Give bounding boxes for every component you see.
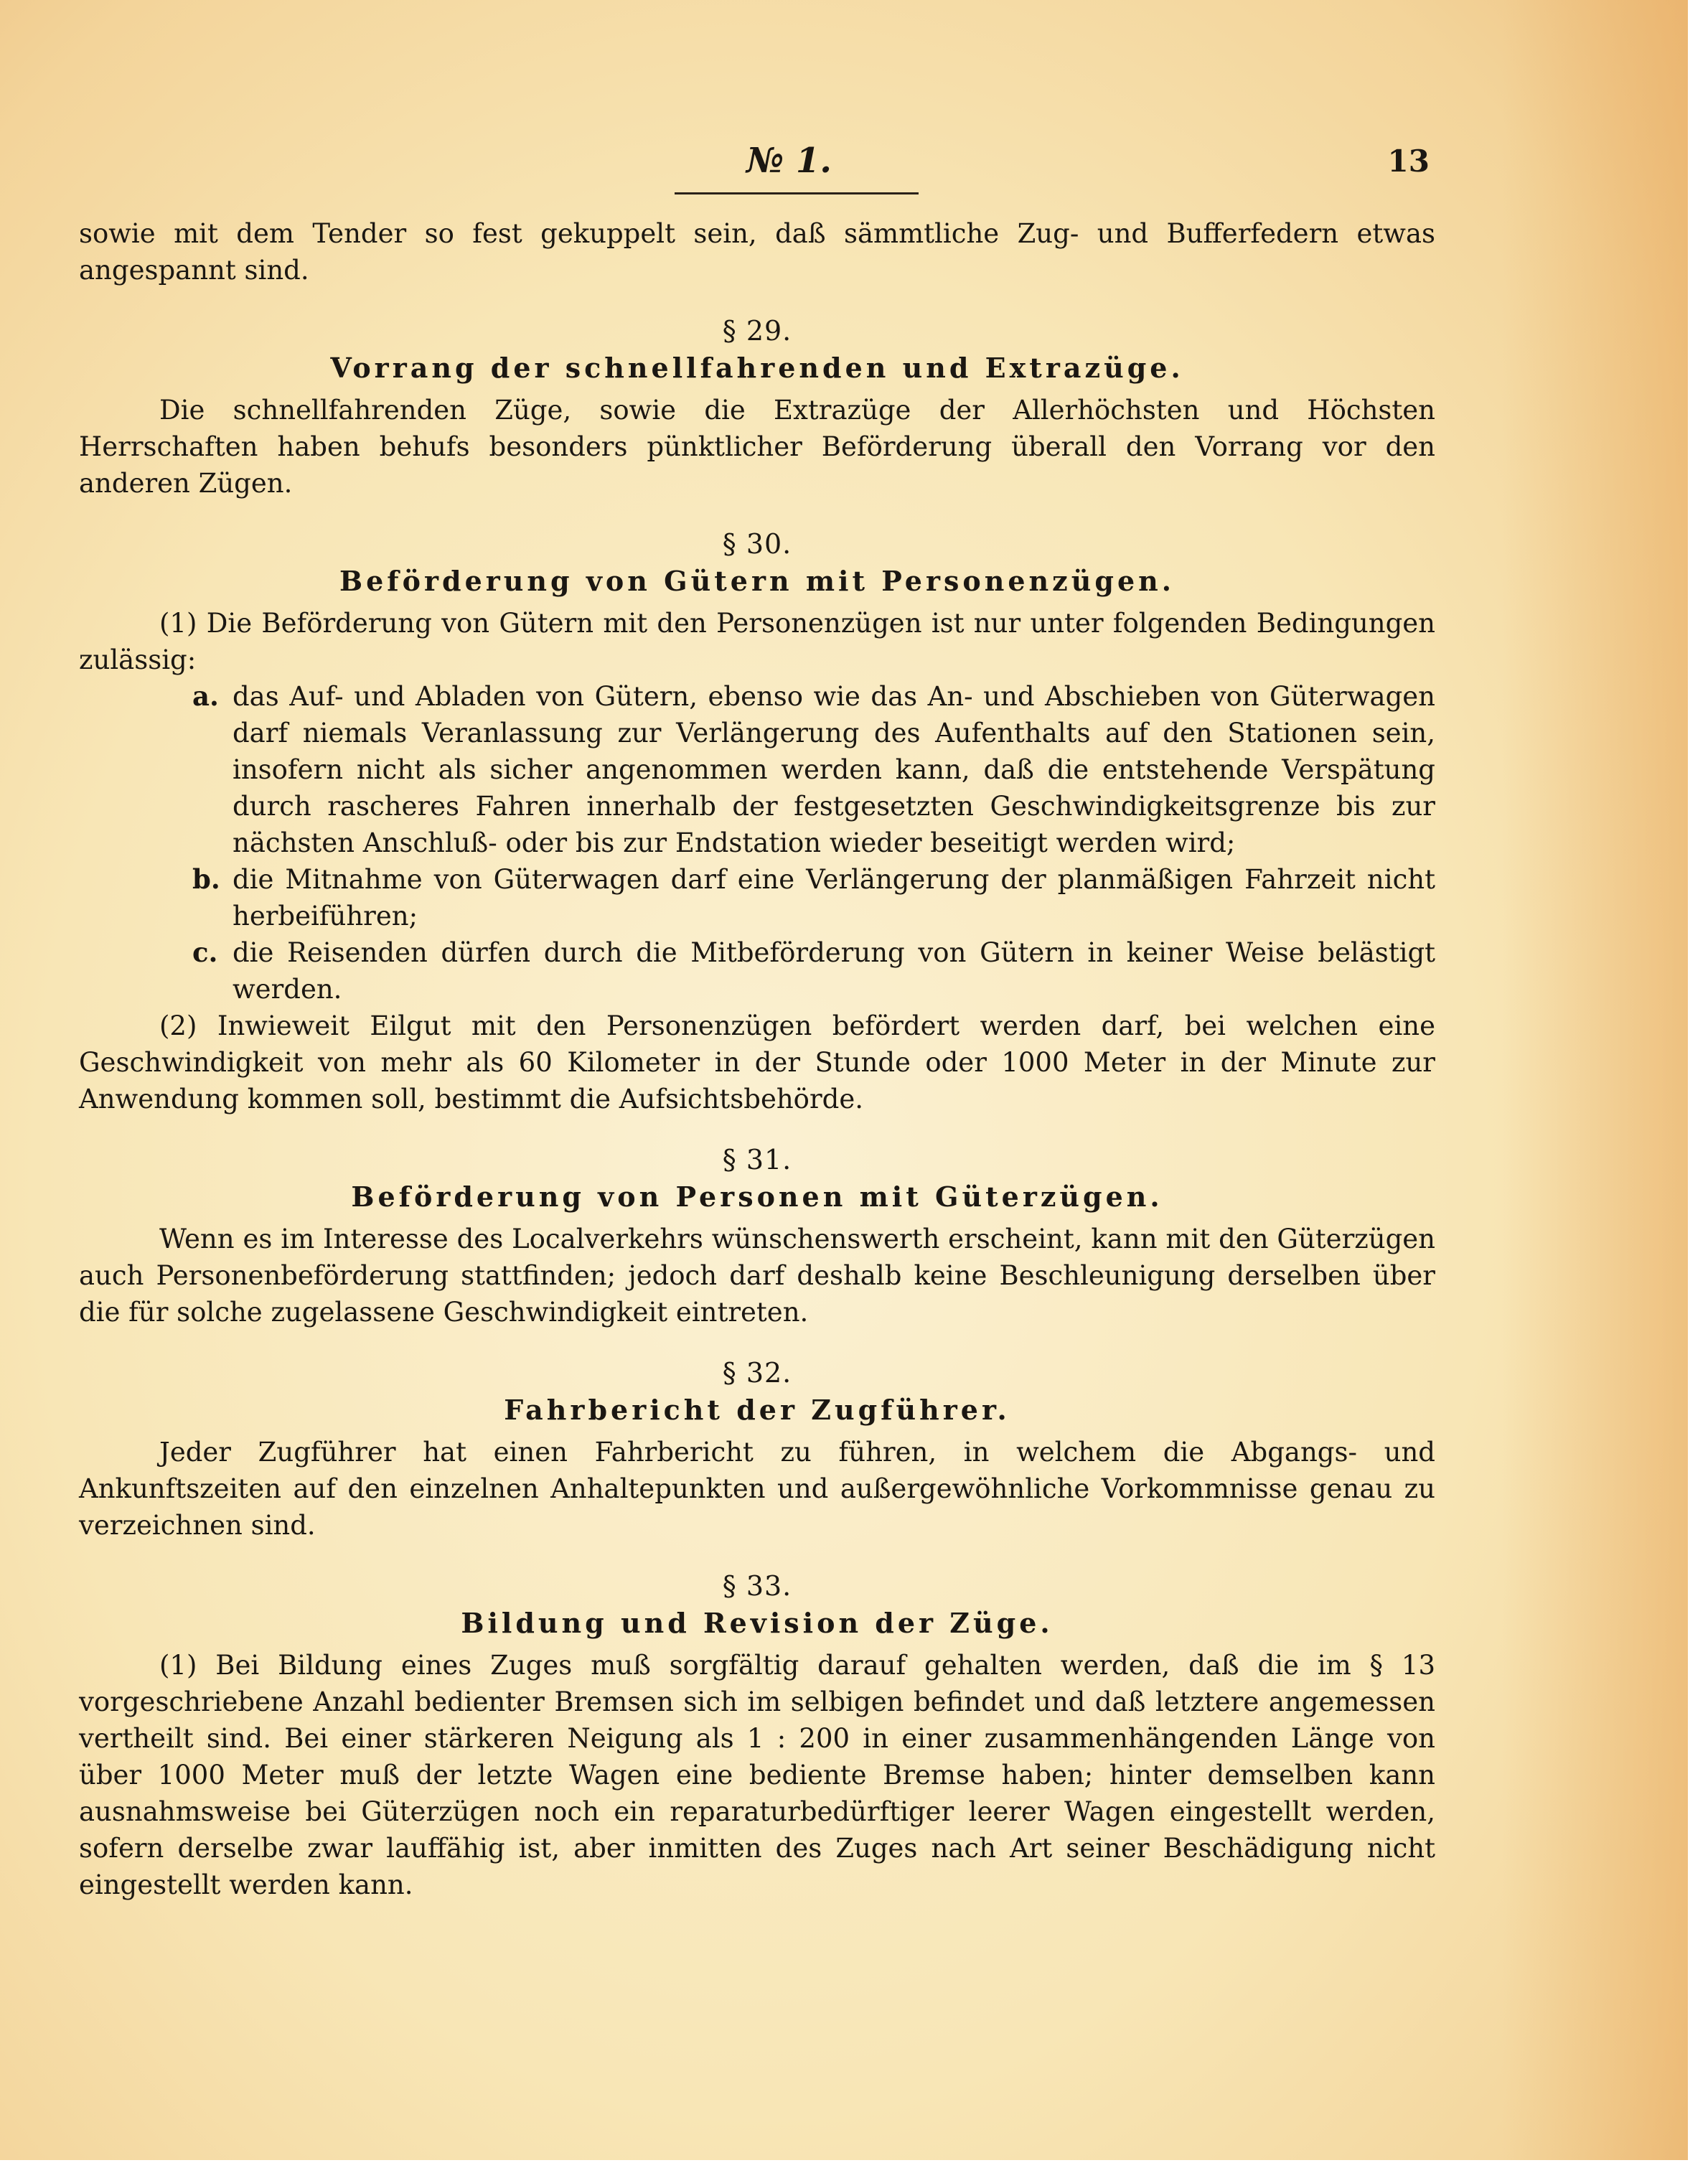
section-29-title: Vorrang der schnellfahrenden und Extrazüge.: [330, 352, 1184, 384]
page-body: [79, 215, 1435, 1903]
list-item-text: die Mitnahme von Güterwagen darf eine Verlängerung der planmäßigen Fahrzeit nicht herbeiführen;: [233, 864, 1435, 931]
list-item-label: b.: [192, 863, 220, 895]
section-30-number: § 30.: [722, 528, 792, 560]
section-30-conditions-list: [192, 678, 1435, 1008]
list-item-text: die Reisenden dürfen durch die Mitbeförderung von Gütern in keiner Weise belästigt werden.: [233, 937, 1435, 1005]
section-31-number: § 31.: [722, 1144, 792, 1175]
section-33-text: (1) Bei Bildung eines Zuges muß sorgfältig darauf gehalten werden, daß die im § 13 vorgeschriebene Anzahl bedienter Bremsen sich im selbigen befindet und daß letztere angemessen vertheilt sind. Bei einer stärkeren Neigung als 1 : 200 in einer zusammenhängenden Länge von über 1000 Meter muß der letzte Wagen eine bediente Bremse haben; hinter demselben kann ausnahmsweise bei Güterzügen noch ein reparaturbedürftiger leerer Wagen eingestellt werden, sofern derselbe zwar lauffähig ist, aber inmitten des Zuges nach Art seiner Beschädigung nicht eingestellt werden kann.: [79, 1650, 1435, 1900]
page-number: 13: [1387, 144, 1430, 179]
section-32-title: Fahrbericht der Zugführer.: [504, 1394, 1010, 1426]
list-item: [192, 861, 1435, 934]
section-31-text: Wenn es im Interesse des Localverkehrs wünschenswerth erscheint, kann mit den Güterzügen auch Personenbeförderung stattfinden; jedoch darf deshalb keine Beschleunigung derselben über die für solche zugelassene Geschwindigkeit eintreten.: [79, 1224, 1435, 1328]
list-item-label: a.: [192, 680, 219, 712]
section-31-title: Beförderung von Personen mit Güterzügen.: [351, 1181, 1163, 1213]
header-rule: [675, 192, 919, 194]
intro-paragraph: sowie mit dem Tender so fest gekuppelt sein, daß sämmtliche Zug- und Bufferfedern etwas angespannt sind.: [79, 218, 1435, 286]
list-item-label: c.: [192, 937, 218, 968]
section-32-text: Jeder Zugführer hat einen Fahrbericht zu führen, in welchem die Abgangs- und Ankunftszeiten auf den einzelnen Anhaltepunkten und außergewöhnliche Vorkommnisse genau zu verzeichnen sind.: [79, 1437, 1435, 1541]
section-29-number: § 29.: [722, 315, 792, 347]
section-30-title: Beförderung von Gütern mit Personenzügen.: [339, 565, 1175, 597]
list-item: [192, 678, 1435, 861]
section-33-title: Bildung und Revision der Züge.: [461, 1607, 1054, 1639]
page-header: [0, 141, 1688, 198]
list-item-text: das Auf- und Abladen von Gütern, ebenso wie das An- und Abschieben von Güterwagen darf niemals Veranlassung zur Verlängerung des Aufenthalts auf den Stationen sein, insofern nicht als sicher angenommen werden kann, daß die entstehende Verspätung durch rascheres Fahren innerhalb der festgesetzten Geschwindigkeitsgrenze bis zur nächsten Anschluß- oder bis zur Endstation wieder beseitigt werden wird;: [233, 681, 1435, 858]
list-item: [192, 934, 1435, 1008]
section-29-text: Die schnellfahrenden Züge, sowie die Extrazüge der Allerhöchsten und Höchsten Herrschaften haben behufs besonders pünktlicher Beförderung überall den Vorrang vor den anderen Zügen.: [79, 395, 1435, 499]
section-33-number: § 33.: [722, 1570, 792, 1602]
section-32-number: § 32.: [722, 1357, 792, 1389]
section-30-paragraph-1: (1) Die Beförderung von Gütern mit den Personenzügen ist nur unter folgenden Bedingungen zulässig:: [79, 608, 1435, 675]
section-30-paragraph-2: (2) Inwieweit Eilgut mit den Personenzügen befördert werden darf, bei welchen eine Geschwindigkeit von mehr als 60 Kilometer in der Stunde oder 1000 Meter in der Minute zur Anwendung kommen soll, bestimmt die Aufsichtsbehörde.: [79, 1010, 1435, 1114]
issue-number: № 1.: [746, 141, 832, 181]
